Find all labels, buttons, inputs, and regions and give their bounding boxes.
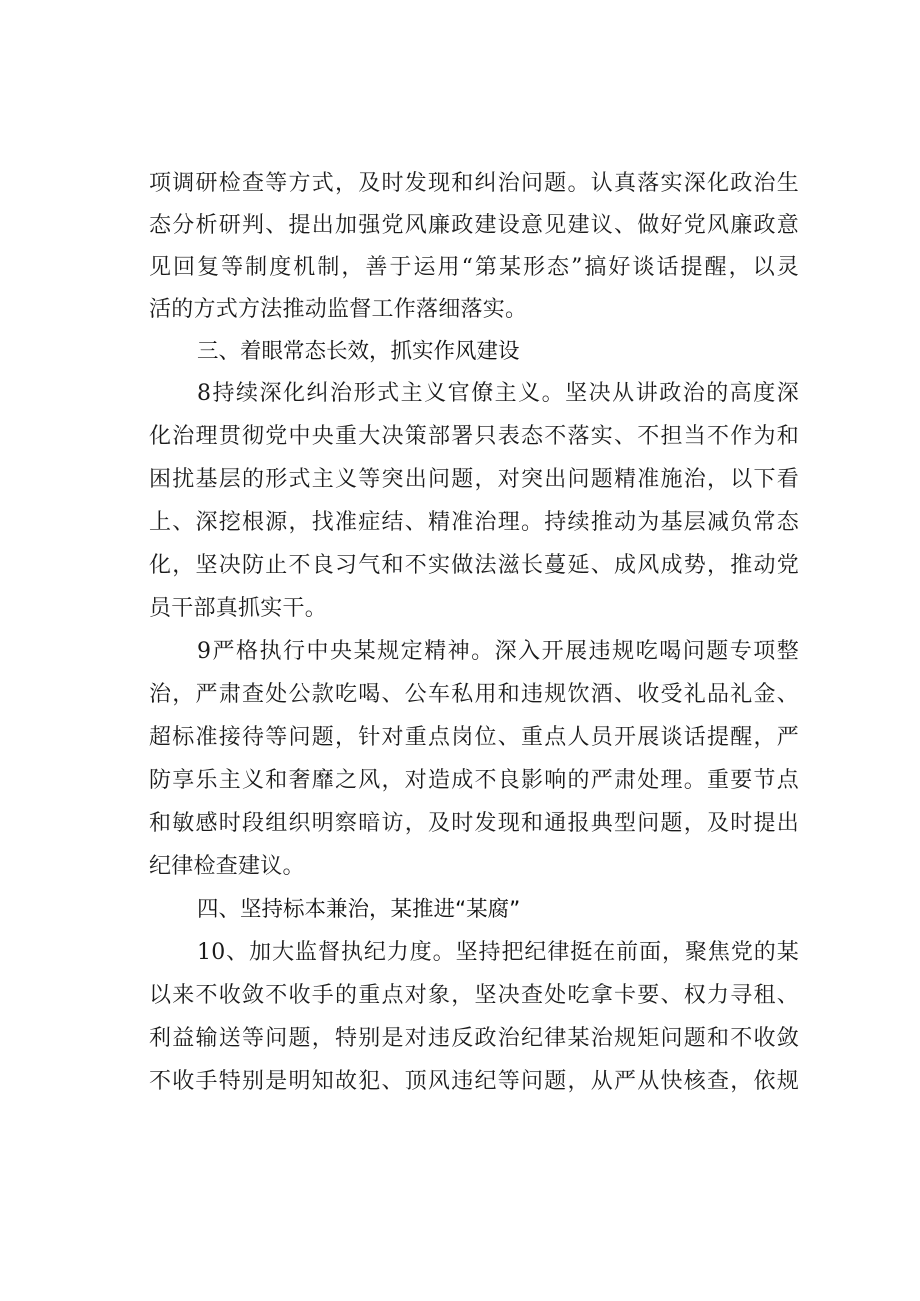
body-line: 化治理贯彻党中央重大决策部署只表态不落实、不担当不作为和 — [149, 424, 799, 449]
body-line: 和敏感时段组织明察暗访，及时发现和通报典型问题，及时提出 — [149, 811, 799, 836]
body-line: 纪律检查建议。 — [149, 854, 305, 879]
body-line: 利益输送等问题，特别是对违反政治纪律某治规矩问题和不收敛 — [149, 1026, 799, 1051]
paragraph-first-line: 9严格执行中央某规定精神。深入开展违规吃喝问题专项整 — [197, 639, 799, 664]
section-heading: 四、坚持标本兼治，某推进“某腐” — [197, 897, 521, 922]
body-line: 化，坚决防止不良习气和不实做法滋长蔓延、成风成势，推动党 — [149, 553, 799, 578]
body-line: 防享乐主义和奢靡之风，对造成不良影响的严肃处理。重要节点 — [149, 768, 799, 793]
body-line: 治，严肃查处公款吃喝、公车私用和违规饮酒、收受礼品礼金、 — [149, 682, 799, 707]
body-line: 活的方式方法推动监督工作落细落实。 — [149, 297, 528, 322]
paragraph-first-line: 10、加大监督执纪力度。坚持把纪律挺在前面，聚焦党的某 — [197, 940, 799, 965]
body-line: 员干部真抓实干。 — [149, 596, 328, 621]
body-line: 项调研检查等方式，及时发现和纠治问题。认真落实深化政治生 — [149, 171, 799, 196]
body-line: 超标准接待等问题，针对重点岗位、重点人员开展谈话提醒，严 — [149, 725, 799, 750]
body-line: 见回复等制度机制，善于运用“第某形态”搞好谈话提醒，以灵 — [149, 255, 799, 280]
paragraph-first-line: 8持续深化纠治形式主义官僚主义。坚决从讲政治的高度深 — [197, 381, 799, 406]
body-line: 不收手特别是明知故犯、顶风违纪等问题，从严从快核查，依规 — [149, 1069, 799, 1094]
body-line: 上、深挖根源，找准症结、精准治理。持续推动为基层减负常态 — [149, 510, 799, 535]
body-line: 态分析研判、提出加强党风廉政建设意见建议、做好党风廉政意 — [149, 213, 799, 238]
body-line: 困扰基层的形式主义等突出问题，对突出问题精准施治，以下看 — [149, 467, 799, 492]
section-heading: 三、着眼常态长效，抓实作风建设 — [197, 339, 520, 364]
body-line: 以来不收敛不收手的重点对象，坚决查处吃拿卡要、权力寻租、 — [149, 983, 799, 1008]
